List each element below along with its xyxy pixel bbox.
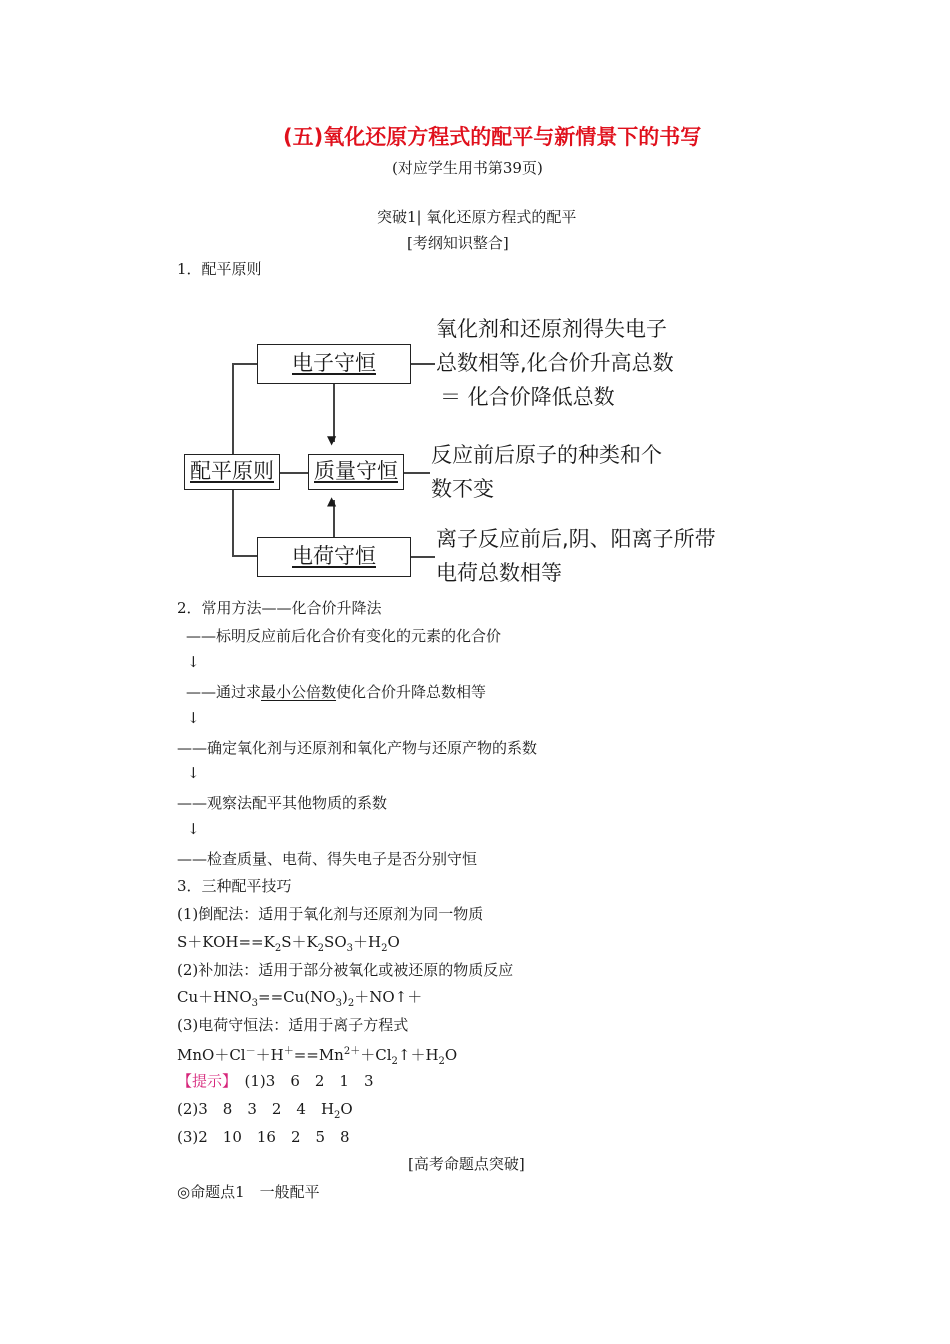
node-electron-desc-2: 总数相等,化合价升高总数 xyxy=(436,351,674,375)
equation-3 xyxy=(177,1042,457,1067)
method-step-1-text: ——标明反应前后化合价有变化的元素的化合价 xyxy=(186,627,502,645)
equation-3-part: ＋H xyxy=(255,1046,284,1064)
equation-3-sup: 2＋ xyxy=(343,1046,361,1057)
hint-line-2 xyxy=(177,1098,353,1121)
node-electron-connector xyxy=(411,363,435,365)
proposition-point: ◎命题点1 一般配平 xyxy=(177,1183,320,1201)
section-subheading: [考纲知识整合] xyxy=(407,234,509,252)
equation-3-part: ==Mn xyxy=(293,1046,344,1064)
equation-1-part: SO xyxy=(324,933,347,951)
principle-heading: 1．配平原则 xyxy=(177,260,262,278)
node-electron-box xyxy=(257,344,411,384)
technique-1: (1)倒配法：适用于氧化剂与还原剂为同一物质 xyxy=(177,905,484,923)
method-step-2 xyxy=(186,681,486,702)
technique-3: (3)电荷守恒法：适用于离子方程式 xyxy=(177,1016,409,1034)
principle-diagram xyxy=(170,300,770,600)
equation-2-part: Cu＋HNO xyxy=(177,988,252,1006)
equation-3-part: ↑＋H xyxy=(397,1046,439,1064)
equation-1-part: O xyxy=(387,933,400,951)
method-arrow-4: ↓ xyxy=(187,820,200,838)
node-electron-desc-1: 氧化剂和还原剂得失电子 xyxy=(436,317,667,341)
method-arrow-3: ↓ xyxy=(187,764,200,782)
method-step-4 xyxy=(177,792,387,813)
hint-answer-2-sub: 2 xyxy=(334,1110,341,1121)
method-step-2-em: 最小公倍数 xyxy=(261,683,337,701)
equation-1-sub: 2 xyxy=(317,943,325,954)
equation-3-part: O xyxy=(444,1046,458,1064)
hint-answer-2-end: O xyxy=(340,1100,353,1118)
equation-2-part: ＋NO↑＋ xyxy=(354,988,423,1006)
equation-3-part: ＋Cl xyxy=(360,1046,392,1064)
equation-2-part: ==Cu(NO xyxy=(258,988,336,1006)
equation-1-sub: 2 xyxy=(381,943,388,954)
arrow-up-icon: ▲ xyxy=(327,494,337,508)
node-charge-desc-2: 电荷总数相等 xyxy=(436,561,562,585)
node-charge-box xyxy=(257,537,411,577)
equation-2-part: ) xyxy=(341,988,348,1006)
node-charge-desc-1: 离子反应前后,阴、阳离子所带 xyxy=(436,527,716,551)
method-step-2-pre: ——通过求 xyxy=(186,683,262,701)
equation-1-sub: 3 xyxy=(346,943,353,954)
node-charge-connector xyxy=(411,556,435,558)
equation-2-sub: 3 xyxy=(251,998,259,1009)
node-mass-desc-1: 反应前后原子的种类和个 xyxy=(431,443,662,467)
arrow-down-icon: ▼ xyxy=(327,433,337,447)
method-step-5-text: ——检查质量、电荷、得失电子是否分别守恒 xyxy=(177,850,478,868)
bracket-vertical-lower xyxy=(232,490,234,556)
hint-line-1 xyxy=(177,1070,374,1091)
equation-1-part: ＋H xyxy=(353,933,382,951)
method-step-1 xyxy=(186,625,501,646)
equation-2 xyxy=(177,986,422,1009)
method-arrow-2: ↓ xyxy=(187,709,200,727)
node-mass-desc-2: 数不变 xyxy=(431,477,494,501)
method-step-3-text: ——确定氧化剂与还原剂和氧化产物与还原产物的系数 xyxy=(177,739,538,757)
technique-2: (2)补加法：适用于部分被氧化或被还原的物质反应 xyxy=(177,961,514,979)
page-title: (五)氧化还原方程式的配平与新情景下的书写 xyxy=(283,125,702,149)
equation-1-sub: 2 xyxy=(274,943,282,954)
hint-label: 【提示】 xyxy=(177,1072,230,1090)
section2-subheading: [高考命题点突破] xyxy=(408,1155,525,1173)
equation-3-sub: 2 xyxy=(391,1056,398,1067)
root-connector xyxy=(280,472,308,474)
node-mass-box xyxy=(308,454,404,490)
equation-3-part: MnO＋Cl xyxy=(177,1046,246,1064)
hint-answer-1: (1)3 6 2 1 3 xyxy=(244,1072,374,1090)
bracket-vertical xyxy=(232,363,234,454)
root-box xyxy=(184,454,280,490)
node-mass-connector xyxy=(404,472,430,474)
equation-3-sub: 2 xyxy=(438,1056,445,1067)
hint-line-3: (3)2 10 16 2 5 8 xyxy=(177,1128,350,1146)
bracket-bottom xyxy=(232,555,257,557)
equation-1-part: S＋K xyxy=(281,933,318,951)
techniques-heading: 3．三种配平技巧 xyxy=(177,877,292,895)
equation-2-sub: 3 xyxy=(335,998,342,1009)
node-electron-desc-3: ＝ 化合价降低总数 xyxy=(440,385,615,409)
node-electron-label: 电子守恒 xyxy=(292,351,376,375)
method-heading: 2．常用方法——化合价升降法 xyxy=(177,599,382,617)
equation-1 xyxy=(177,931,400,954)
equation-3-sup: － xyxy=(245,1046,256,1057)
page-reference: (对应学生用书第39页) xyxy=(392,159,543,177)
node-charge-label: 电荷守恒 xyxy=(292,544,376,568)
method-arrow-1: ↓ xyxy=(187,653,200,671)
hint-answer-2: (2)3 8 3 2 4 H xyxy=(177,1100,335,1118)
equation-2-sub: 2 xyxy=(347,998,355,1009)
node-mass-label: 质量守恒 xyxy=(314,459,398,483)
method-step-2-post: 使化合价升降总数相等 xyxy=(336,683,487,701)
equation-3-sup: ＋ xyxy=(283,1046,294,1057)
section-heading: 突破1| 氧化还原方程式的配平 xyxy=(377,208,577,226)
equation-1-part: S＋KOH==K xyxy=(177,933,275,951)
root-label: 配平原则 xyxy=(190,459,274,483)
bracket-top xyxy=(232,363,257,365)
method-step-4-text: ——观察法配平其他物质的系数 xyxy=(177,794,388,812)
method-step-5 xyxy=(177,848,477,869)
method-step-3 xyxy=(177,737,537,758)
